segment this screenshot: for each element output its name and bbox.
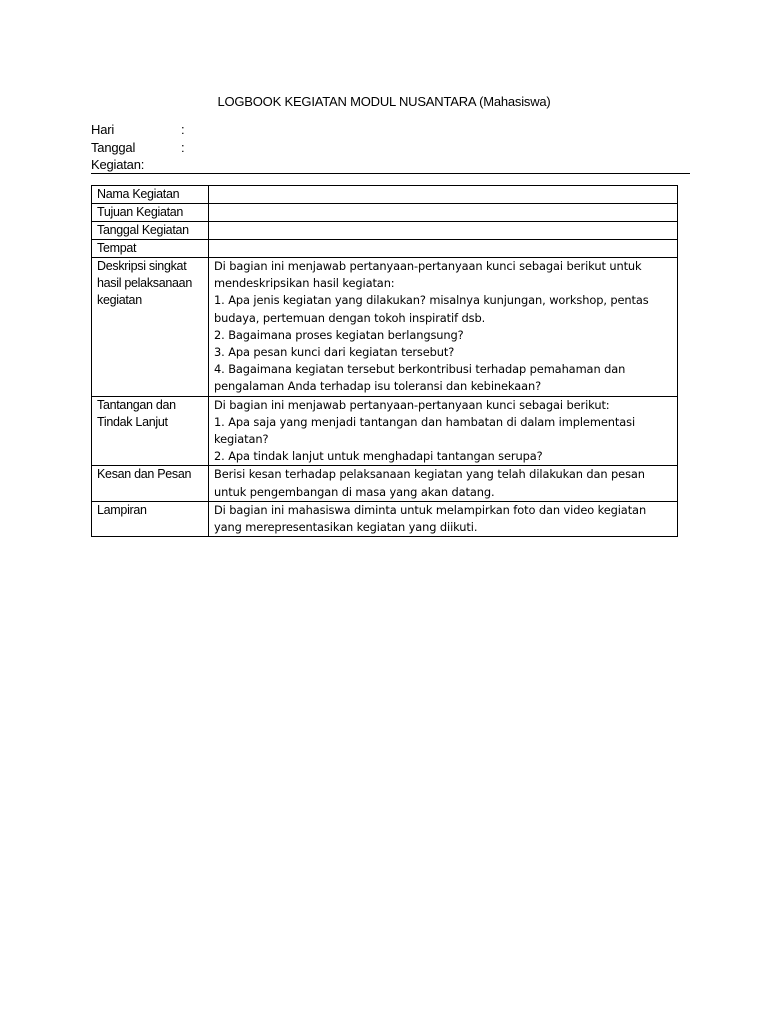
row-label: Tujuan Kegiatan xyxy=(92,204,209,222)
field-hari-colon: : xyxy=(181,122,185,137)
content-line: Di bagian ini menjawab pertanyaan-pertanyaan kunci sebagai berikut untuk xyxy=(214,259,642,273)
label-line: Tantangan dan xyxy=(97,397,176,412)
field-hari xyxy=(91,121,191,139)
field-tanggal-colon: : xyxy=(181,140,185,155)
row-value-tanggal-kegiatan[interactable] xyxy=(209,222,678,240)
content-line: pengalaman Anda terhadap isu toleransi dan kebinekaan? xyxy=(214,379,542,394)
field-kegiatan xyxy=(91,156,144,174)
logbook-table xyxy=(91,185,678,537)
document-title: LOGBOOK KEGIATAN MODUL NUSANTARA (Mahasiswa) xyxy=(217,94,551,109)
field-tanggal xyxy=(91,139,191,157)
content-line: mendeskripsikan hasil kegiatan: xyxy=(214,276,395,291)
table-row-tujuan-kegiatan xyxy=(92,204,678,222)
row-label xyxy=(92,396,209,466)
content-line: 1. Apa saja yang menjadi tantangan dan hambatan di dalam implementasi xyxy=(214,414,636,429)
table-row-tanggal-kegiatan xyxy=(92,222,678,240)
content-line: kegiatan? xyxy=(214,432,269,447)
row-value-kesan-pesan xyxy=(209,466,678,501)
content-line: 1. Apa jenis kegiatan yang dilakukan? misalnya kunjungan, workshop, pentas xyxy=(214,293,649,308)
row-value-tantangan xyxy=(209,396,678,466)
header-divider xyxy=(91,173,690,174)
row-value-tujuan-kegiatan[interactable] xyxy=(209,204,678,222)
content-line: yang merepresentasikan kegiatan yang diikuti. xyxy=(214,520,478,535)
table-row-tantangan xyxy=(92,396,678,466)
row-value-tempat[interactable] xyxy=(209,240,678,258)
content-line: Di bagian ini menjawab pertanyaan-pertanyaan kunci sebagai berikut: xyxy=(214,397,610,412)
content-line: 4. Bagaimana kegiatan tersebut berkontribusi terhadap pemahaman dan xyxy=(214,362,626,377)
label-line: Tindak Lanjut xyxy=(97,414,168,429)
table-row-tempat xyxy=(92,240,678,258)
label-line: Kesan dan Pesan xyxy=(97,467,192,482)
row-value-deskripsi xyxy=(209,258,678,397)
content-line: budaya, pertemuan dengan tokoh inspiratif dsb. xyxy=(214,310,486,325)
row-label xyxy=(92,466,209,501)
content-line: untuk pengembangan di masa yang akan datang. xyxy=(214,484,495,499)
table-row-deskripsi xyxy=(92,258,678,397)
content-line: 2. Apa tindak lanjut untuk menghadapi tantangan serupa? xyxy=(214,449,543,464)
label-line: kegiatan xyxy=(97,293,142,307)
table-row-nama-kegiatan xyxy=(92,186,678,204)
table-row-kesan-pesan xyxy=(92,466,678,501)
content-line: Di bagian ini mahasiswa diminta untuk melampirkan foto dan video kegiatan xyxy=(214,502,647,517)
table-row-lampiran xyxy=(92,501,678,536)
row-label: Nama Kegiatan xyxy=(92,186,209,204)
content-line: 2. Bagaimana proses kegiatan berlangsung? xyxy=(214,327,464,342)
label-line: Lampiran xyxy=(97,502,147,517)
content-line: Berisi kesan terhadap pelaksanaan kegiatan yang telah dilakukan dan pesan xyxy=(214,467,645,482)
row-value-lampiran xyxy=(209,501,678,536)
label-line: hasil pelaksanaan xyxy=(97,276,192,290)
row-value-nama-kegiatan[interactable] xyxy=(209,186,678,204)
field-kegiatan-label: Kegiatan: xyxy=(91,157,145,172)
content-line: 3. Apa pesan kunci dari kegiatan tersebut? xyxy=(214,345,455,360)
field-hari-label: Hari xyxy=(91,122,115,137)
row-label xyxy=(92,501,209,536)
label-line: Deskripsi singkat xyxy=(97,259,187,273)
row-label: Tempat xyxy=(92,240,209,258)
field-tanggal-label: Tanggal xyxy=(91,140,136,155)
row-label: Tanggal Kegiatan xyxy=(92,222,209,240)
row-label xyxy=(92,258,209,397)
